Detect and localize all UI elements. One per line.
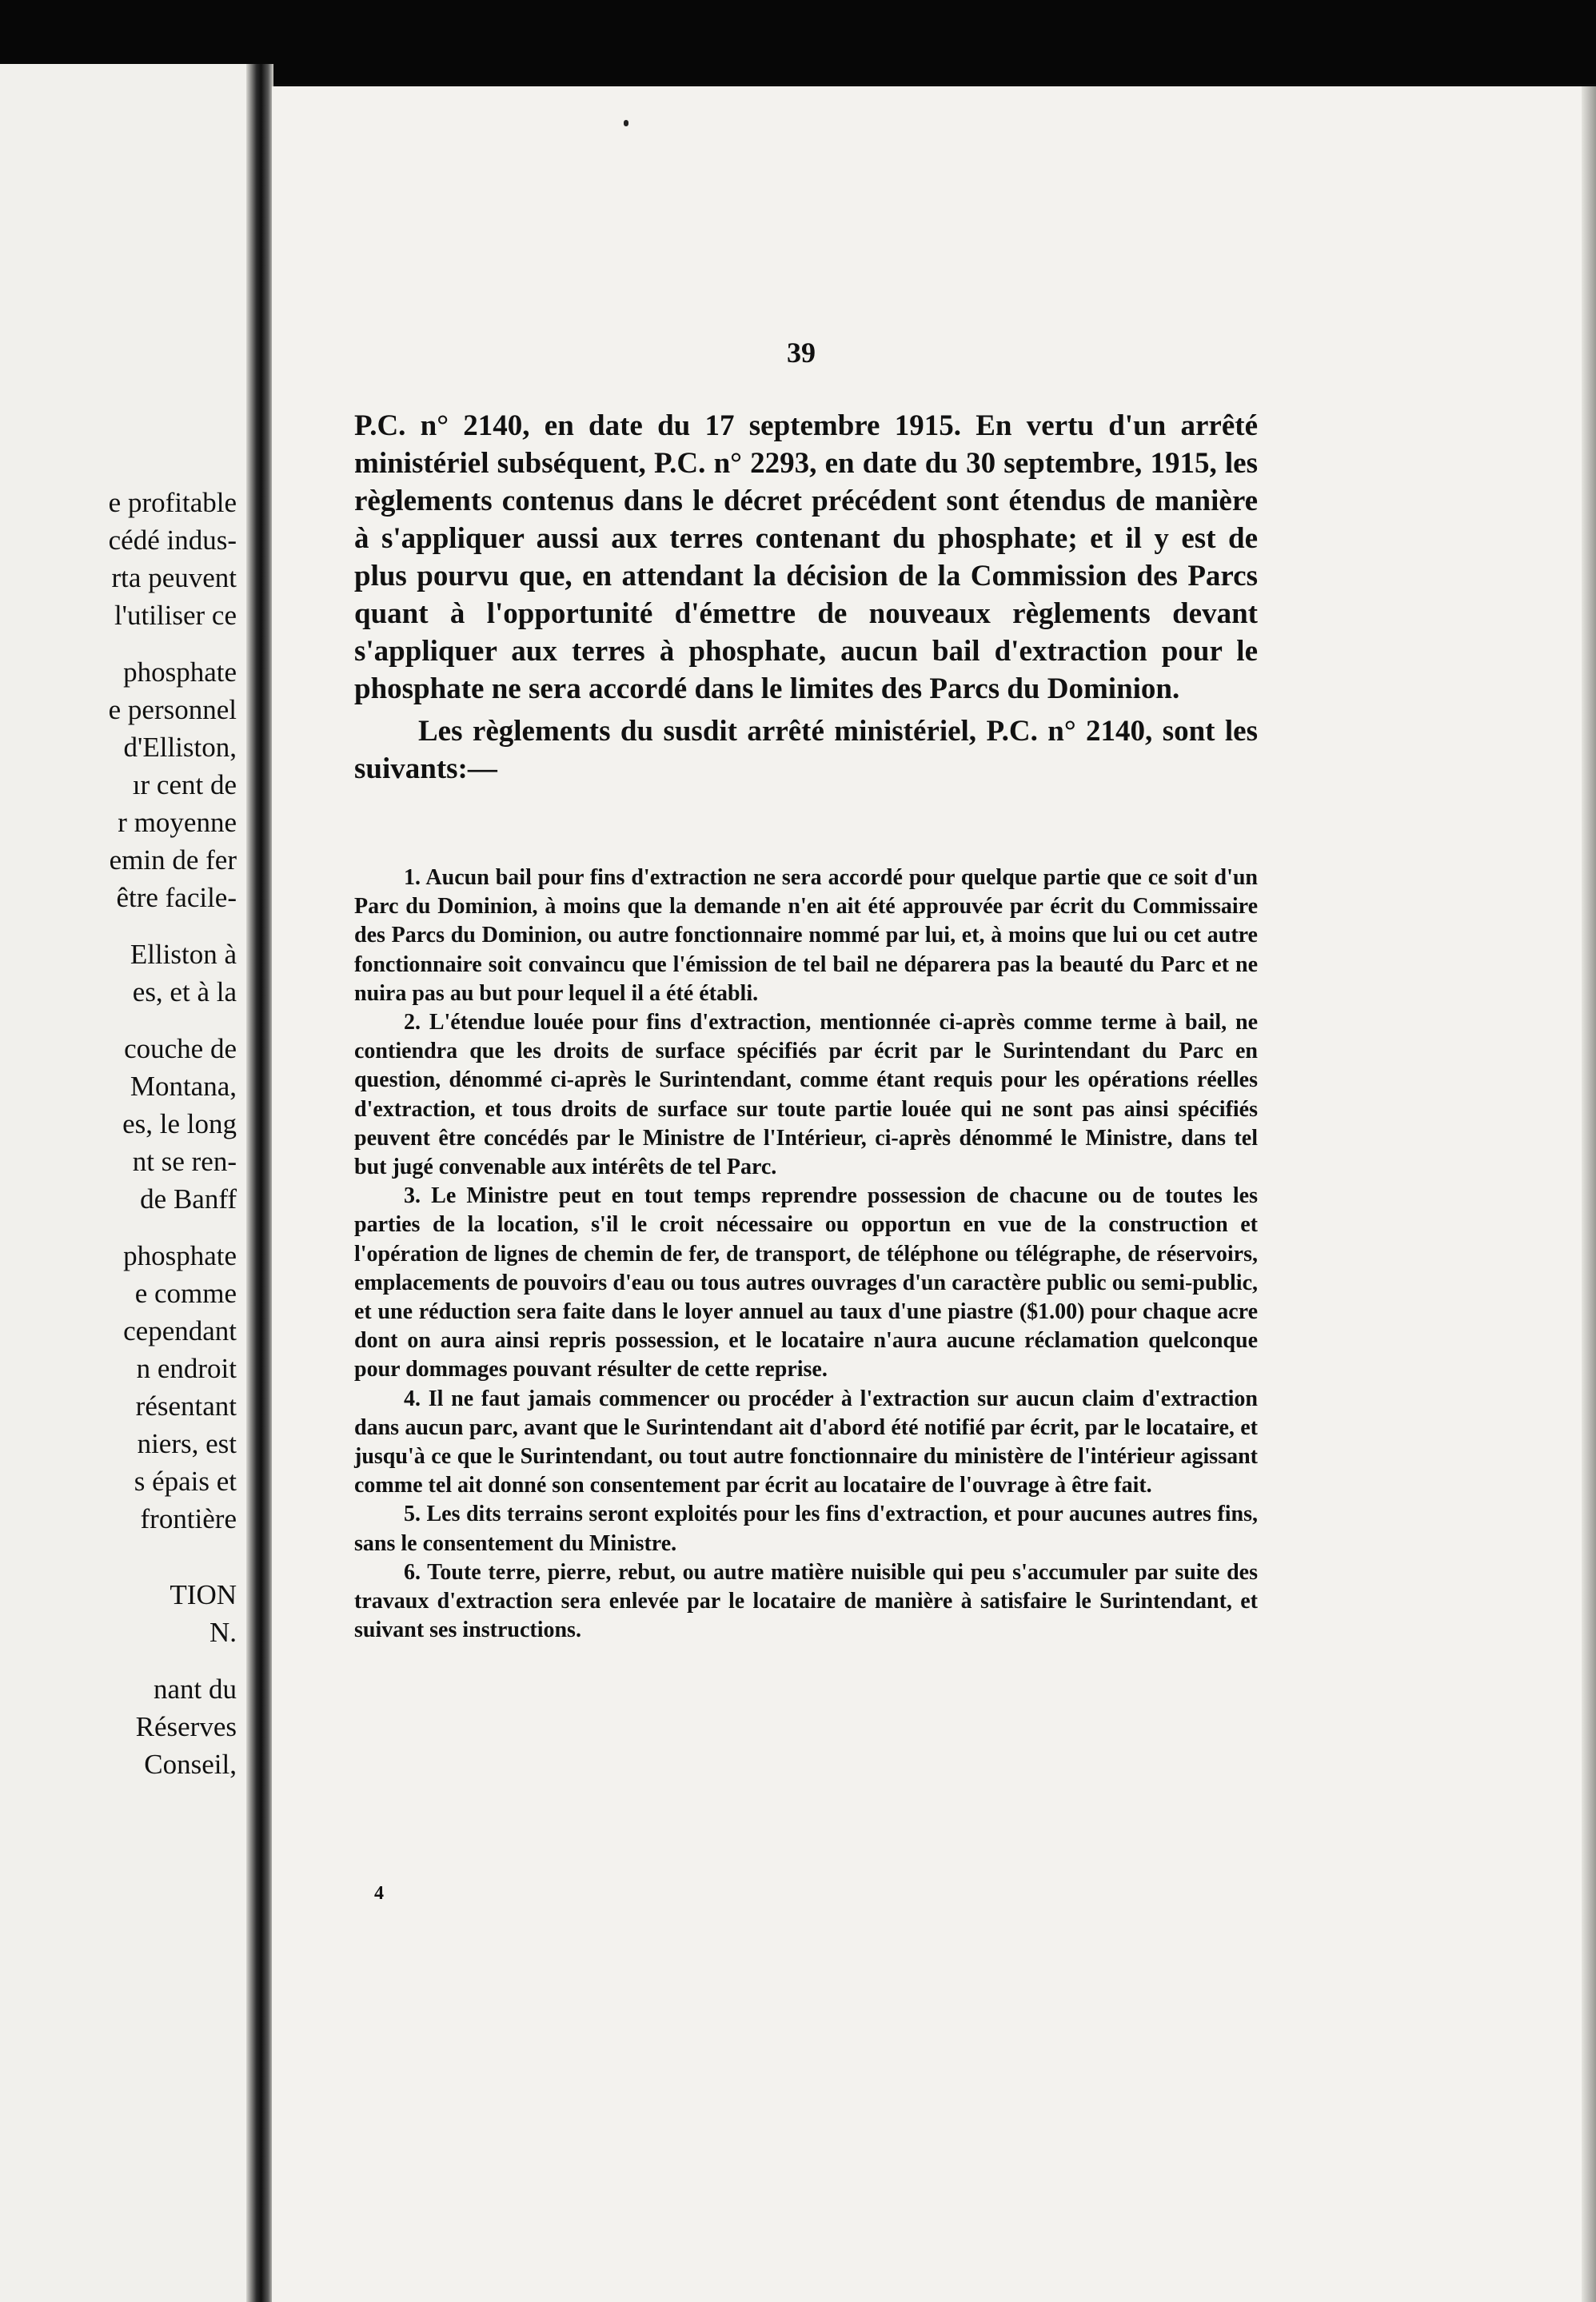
left-page-line: être facile- bbox=[116, 882, 237, 913]
book-gutter bbox=[246, 64, 273, 2302]
left-page-line: N. bbox=[209, 1617, 237, 1648]
left-page-line: de Banff bbox=[140, 1183, 237, 1215]
left-page-line: cependant bbox=[123, 1315, 237, 1346]
regulation-item: 1. Aucun bail pour fins d'extraction ne sera accordé pour quelque partie que ce soit d'un Parc du Dominion, à moins que la demande n'en ait été approuvée par écrit du Commissaire des Parcs du Dominion, ou autre fonctionnaire nommé par lui, et, à moins que lui ou cet autre fonctionnaire soit convaincu que l'émission de tel bail ne déparera pas la beauté du Parc et ne nuira pas au but pour lequel il a été établi. bbox=[354, 865, 1258, 1006]
left-page-line: TION bbox=[170, 1579, 237, 1610]
left-page-line: ır cent de bbox=[132, 769, 237, 800]
left-page-line: Conseil, bbox=[144, 1749, 237, 1780]
paragraph-regulations-intro: Les règlements du susdit arrêté ministériel, P.C. n° 2140, sont les suivants:— bbox=[354, 715, 1258, 785]
left-page-line bbox=[0, 1011, 237, 1030]
dust-speck bbox=[624, 120, 628, 126]
left-page-line: Montana, bbox=[130, 1071, 237, 1102]
left-page-line: e comme bbox=[134, 1278, 237, 1309]
left-page-line: niers, est bbox=[137, 1428, 237, 1459]
left-page-line: rta peuvent bbox=[111, 562, 237, 593]
left-page-line: d'Elliston, bbox=[123, 732, 237, 763]
left-page-line bbox=[0, 1651, 237, 1670]
left-page-line: Elliston à bbox=[130, 939, 237, 970]
left-page-text-fragment bbox=[0, 484, 237, 1783]
regulation-item: 4. Il ne faut jamais commencer ou procéder à l'extraction sur aucun claim d'extraction dans aucun parc, avant que le Surintendant ait d'abord été notifié par écrit, par le locataire, et jusqu'à ce que le Surintendant, ou tout autre fonctionnaire du ministère de l'intérieur agissant comme tel ait donné son consentement par écrit au locataire de l'ouvrage à être fait. bbox=[354, 1386, 1258, 1498]
left-page-line: l'utiliser ce bbox=[114, 600, 237, 631]
regulation-item: 5. Les dits terrains seront exploités pour les fins d'extraction, et pour aucunes autres fins, sans le consentement du Ministre. bbox=[354, 1502, 1258, 1556]
left-page-line: r moyenne bbox=[118, 807, 237, 838]
left-page-line bbox=[0, 634, 237, 653]
regulation-item: 3. Le Ministre peut en tout temps reprendre possession de chacune ou de toutes les parties de la location, s'il le croit nécessaire ou opportun en vue de la construction et l'opération de lignes de chemin de fer, de transport, de téléphone ou télégraphe, de réservoirs, emplacements de pouvoirs d'eau ou tous autres ouvrages d'un caractère public ou semi-public, et une réduction sera faite dans le loyer annuel au taux d'une piastre ($1.00) pour chaque acre dont on aura ainsi repris possession, et le locataire n'aura aucune réclamation quelconque pour dommages pouvant résulter de cette reprise. bbox=[354, 1183, 1258, 1382]
left-page-line: Réserves bbox=[135, 1711, 237, 1742]
left-page-line: couche de bbox=[124, 1033, 237, 1064]
left-page-line bbox=[0, 1557, 237, 1576]
left-page bbox=[0, 64, 257, 2302]
page-edge-shadow bbox=[1582, 86, 1596, 2302]
left-page-line: n endroit bbox=[136, 1353, 237, 1384]
regulation-item: 6. Toute terre, pierre, rebut, ou autre matière nuisible qui peu s'accumuler par suite des travaux d'extraction sera enlevée par le locataire de manière à satisfaire le Surintendant, et suivant ses instructions. bbox=[354, 1559, 1258, 1643]
signature-mark: 4 bbox=[374, 1883, 384, 1904]
main-body-text bbox=[354, 407, 1258, 788]
left-page-line: phosphate bbox=[123, 1240, 237, 1271]
left-page-line: nant du bbox=[153, 1674, 237, 1705]
paragraph-pc-2140: P.C. n° 2140, en date du 17 septembre 1915. En vertu d'un arrêté ministériel subséquent, P.C. n° 2293, en date du 30 septembre, 1915, les règlements contenus dans le décret précédent sont étendus de manière à s'appliquer aussi aux terres contenant du phosphate; et il y est de plus pourvu que, en attendant la décision de la Commission des Parcs quant à l'opportunité d'émettre de nouveaux règlements devant s'appliquer aux terres à phosphate, aucun bail d'extraction pour le phosphate ne sera accordé dans le limites des Parcs du Dominion. bbox=[354, 409, 1258, 705]
left-page-line: es, et à la bbox=[132, 976, 237, 1007]
left-page-line: frontière bbox=[140, 1503, 237, 1534]
left-page-line bbox=[0, 1218, 237, 1237]
left-page-line bbox=[0, 1538, 237, 1557]
left-page-line: résentant bbox=[135, 1390, 237, 1422]
regulation-item: 2. L'étendue louée pour fins d'extraction, mentionnée ci-après comme terme à bail, ne contiendra que les droits de surface spécifiés par écrit par le Surintendant du Parc en question, dénommé ci-après le Surintendant, comme étant requis pour les opérations réelles d'extraction, et tous droits de surface sur toute partie louée qui ne sont pas ainsi spécifiés peuvent être concédés par le Ministre de l'Intérieur, ci-après dénommé le Ministre, dans tel but jugé convenable aux intérêts de tel Parc. bbox=[354, 1010, 1258, 1180]
left-page-line: es, le long bbox=[122, 1108, 237, 1139]
left-page-line: e personnel bbox=[108, 694, 237, 725]
left-page-line: phosphate bbox=[123, 656, 237, 688]
left-page-line bbox=[0, 916, 237, 936]
left-page-line: s épais et bbox=[134, 1466, 237, 1497]
left-page-line: cédé indus- bbox=[108, 525, 237, 556]
left-page-line: emin de fer bbox=[109, 844, 237, 876]
left-page-line: nt se ren- bbox=[132, 1146, 237, 1177]
regulations-list bbox=[354, 864, 1258, 1645]
left-page-line: e profitable bbox=[108, 487, 237, 518]
page-number: 39 bbox=[787, 337, 816, 369]
